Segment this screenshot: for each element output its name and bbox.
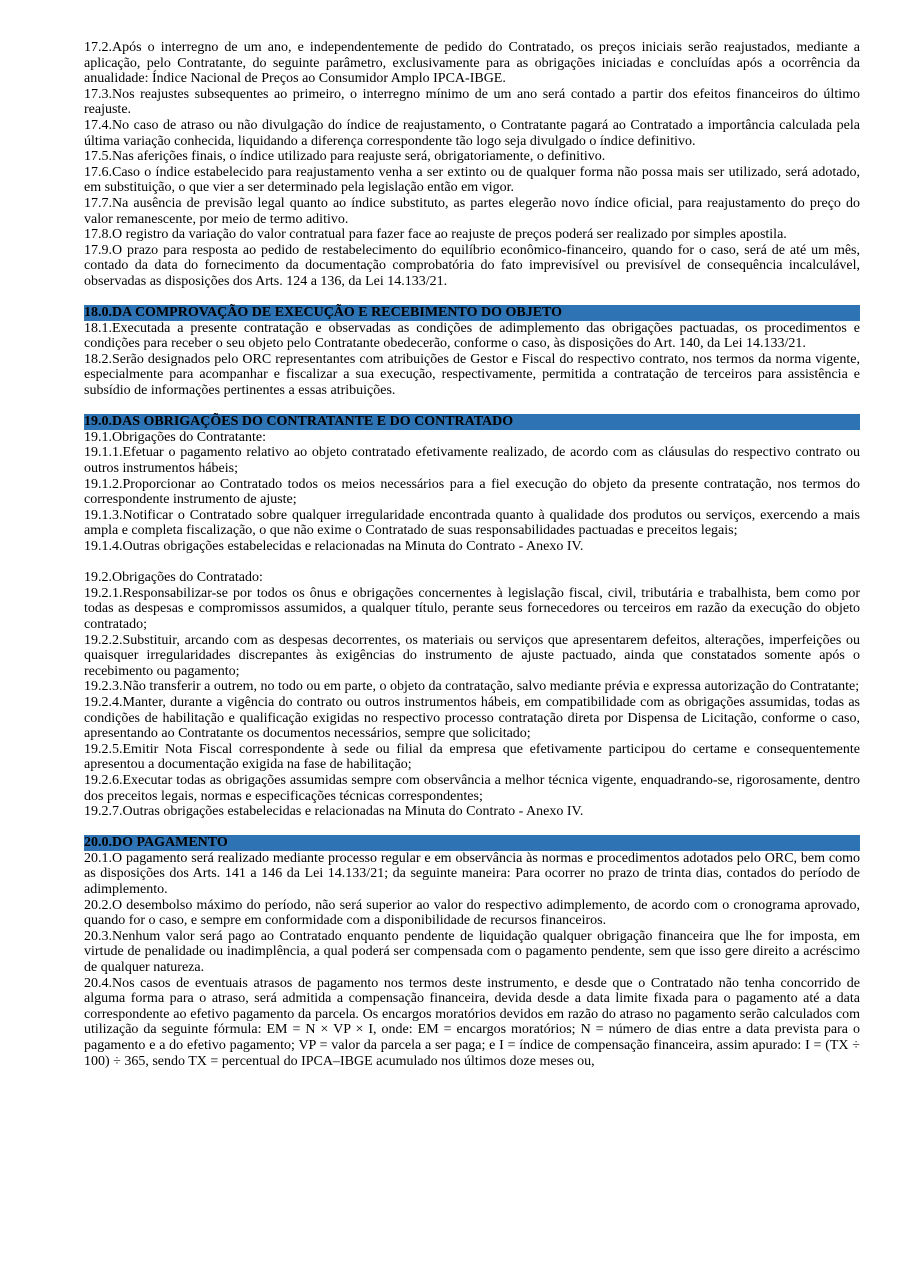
- paragraph-19-2-6: 19.2.6.Executar todas as obrigações assumidas sempre com observância a melhor técnica vigente, enquadrando-se, rigorosamente, dentro dos preceitos legais, normas e especificações técnicas correspondentes;: [84, 772, 860, 804]
- paragraph-19-2: 19.2.Obrigações do Contratado:: [84, 570, 263, 586]
- paragraph-19-2-7: 19.2.7.Outras obrigações estabelecidas e relacionadas na Minuta do Contrato - Anexo IV.: [84, 804, 584, 820]
- paragraph-19-1-1: 19.1.1.Efetuar o pagamento relativo ao objeto contratado efetivamente realizado, de acordo com as cláusulas do respectivo contrato ou outros instrumentos hábeis;: [84, 445, 860, 477]
- spacer: [84, 290, 860, 306]
- paragraph-17-5: 17.5.Nas aferições finais, o índice utilizado para reajuste será, obrigatoriamente, o definitivo.: [84, 149, 606, 165]
- paragraph-20-4: 20.4.Nos casos de eventuais atrasos de pagamento nos termos deste instrumento, e desde que o Contratado não tenha concorrido de alguma forma para o atraso, será admitida a compensação financeira, devida desde a data limite fixada para o pagamento até a data correspondente ao efetivo pagamento da parcela. Os encargos moratórios devidos em razão do atraso no pagamento serão calculados com utilização da seguinte fórmula: EM = N × VP × I, onde: EM = encargos moratórios; N = número de dias entre a data prevista para o pagamento e a do efetivo pagamento; VP = valor da parcela a ser paga; e I = índice de compensação financeira, assim apurado: I = (TX ÷ 100) ÷ 365, sendo TX = percentual do IPCA–IBGE acumulado nos últimos doze meses ou,: [84, 975, 860, 1069]
- paragraph-19-1-3: 19.1.3.Notificar o Contratado sobre qualquer irregularidade encontrada quanto à qualidade dos produtos ou serviços, exercendo a mais ampla e completa fiscalização, o que não exime o Contratado de suas responsabilidades pactuadas e preceitos legais;: [84, 507, 860, 539]
- document-page: [84, 40, 860, 1069]
- paragraph-17-2: 17.2.Após o interregno de um ano, e independentemente de pedido do Contratado, os preços iniciais serão reajustados, mediante a aplicação, pelo Contratante, do seguinte parâmetro, exclusivamente para as obrigações iniciadas e concluídas após a ocorrência da anualidade: Índice Nacional de Preços ao Consumidor Amplo IPCA-IBGE.: [84, 40, 860, 87]
- section-heading-20: 20.0.DO PAGAMENTO: [84, 835, 860, 851]
- spacer: [84, 555, 860, 571]
- paragraph-19-2-2: 19.2.2.Substituir, arcando com as despesas decorrentes, os materiais ou serviços que apresentarem defeitos, alterações, imperfeições ou quaisquer irregularidades discrepantes às exigências do instrumento de ajuste pactuado, ainda que constatados somente após o recebimento ou pagamento;: [84, 632, 860, 679]
- paragraph-17-4: 17.4.No caso de atraso ou não divulgação do índice de reajustamento, o Contratante pagará ao Contratado a importância calculada pela última variação conhecida, liquidando a diferença correspondente tão logo seja divulgado o índice definitivo.: [84, 117, 860, 149]
- paragraph-19-2-5: 19.2.5.Emitir Nota Fiscal correspondente à sede ou filial da empresa que efetivamente participou do certame e consequentemente apresentou a documentação exigida na fase de habilitação;: [84, 741, 860, 773]
- paragraph-17-6: 17.6.Caso o índice estabelecido para reajustamento venha a ser extinto ou de qualquer forma não possa mais ser utilizado, será adotado, em substituição, o que vier a ser determinado pela legislação então em vigor.: [84, 164, 860, 196]
- paragraph-19-2-1: 19.2.1.Responsabilizar-se por todos os ônus e obrigações concernentes à legislação fiscal, civil, tributária e trabalhista, bem como por todas as despesas e compromissos assumidos, a qualquer título, perante seus fornecedores ou terceiros em razão da execução do objeto contratado;: [84, 585, 860, 632]
- paragraph-19-1-4: 19.1.4.Outras obrigações estabelecidas e relacionadas na Minuta do Contrato - Anexo IV.: [84, 539, 584, 554]
- paragraph-20-2: 20.2.O desembolso máximo do período, não será superior ao valor do respectivo adimplemento, de acordo com o cronograma aprovado, quando for o caso, e sempre em conformidade com a disponibilidade de recursos financeiros.: [84, 897, 860, 929]
- paragraph-17-3: 17.3.Nos reajustes subsequentes ao primeiro, o interregno mínimo de um ano será contado a partir dos efeitos financeiros do último reajuste.: [84, 86, 860, 118]
- section-heading-18: 18.0.DA COMPROVAÇÃO DE EXECUÇÃO E RECEBIMENTO DO OBJETO: [84, 305, 860, 321]
- spacer: [84, 820, 860, 836]
- paragraph-19-1-2: 19.1.2.Proporcionar ao Contratado todos os meios necessários para a fiel execução do objeto da presente contratação, nos termos do correspondente instrumento de ajuste;: [84, 476, 860, 508]
- paragraph-19-2-3: 19.2.3.Não transferir a outrem, no todo ou em parte, o objeto da contratação, salvo mediante prévia e expressa autorização do Contratante;: [84, 679, 860, 695]
- paragraph-17-8: 17.8.O registro da variação do valor contratual para fazer face ao reajuste de preços poderá ser realizado por simples apostila.: [84, 227, 787, 243]
- paragraph-18-1: 18.1.Executada a presente contratação e observadas as condições de adimplemento das obrigações pactuadas, os procedimentos e condições para receber o seu objeto pelo Contratante obedecerão, conforme o caso, às disposições do Art. 140, da Lei 14.133/21.: [84, 320, 860, 352]
- paragraph-19-2-4: 19.2.4.Manter, durante a vigência do contrato ou outros instrumentos hábeis, em compatibilidade com as obrigações assumidas, todas as condições de habilitação e qualificação exigidas no respectivo processo contratação direta por Dispensa de Licitação, conforme o caso, apresentando ao Contratante os documentos necessários, sempre que solicitado;: [84, 694, 860, 742]
- paragraph-20-3: 20.3.Nenhum valor será pago ao Contratado enquanto pendente de liquidação qualquer obrigação financeira que lhe for imposta, em virtude de penalidade ou inadimplência, a qual poderá ser compensada com o pagamento pendente, sem que isso gere direito a acréscimo de qualquer natureza.: [84, 928, 860, 976]
- paragraph-17-9: 17.9.O prazo para resposta ao pedido de restabelecimento do equilíbrio econômico-financeiro, quando for o caso, será de até um mês, contado da data do fornecimento da documentação comprobatória do fato imprevisível ou previsível de consequência incalculável, observadas as disposições dos Arts. 124 a 136, da Lei 14.133/21.: [84, 242, 860, 289]
- paragraph-17-7: 17.7.Na ausência de previsão legal quanto ao índice substituto, as partes elegerão novo índice oficial, para reajustamento do preço do valor remanescente, por meio de termo aditivo.: [84, 195, 860, 227]
- paragraph-20-1: 20.1.O pagamento será realizado mediante processo regular e em observância às normas e procedimentos adotados pelo ORC, bem como as disposições dos Arts. 141 a 146 da Lei 14.133/21; da seguinte maneira: Para ocorrer no prazo de trinta dias, contados do período de adimplemento.: [84, 850, 860, 898]
- paragraph-18-2: 18.2.Serão designados pelo ORC representantes com atribuições de Gestor e Fiscal do respectivo contrato, nos termos da norma vigente, especialmente para acompanhar e fiscalizar a sua execução, respectivamente, permitida a contratação de terceiros para assistência e subsídio de informações pertinentes a essas atribuições.: [84, 351, 860, 399]
- spacer: [84, 399, 860, 415]
- section-heading-19: 19.0.DAS OBRIGAÇÕES DO CONTRATANTE E DO CONTRATADO: [84, 414, 860, 430]
- paragraph-19-1: 19.1.Obrigações do Contratante:: [84, 429, 266, 445]
